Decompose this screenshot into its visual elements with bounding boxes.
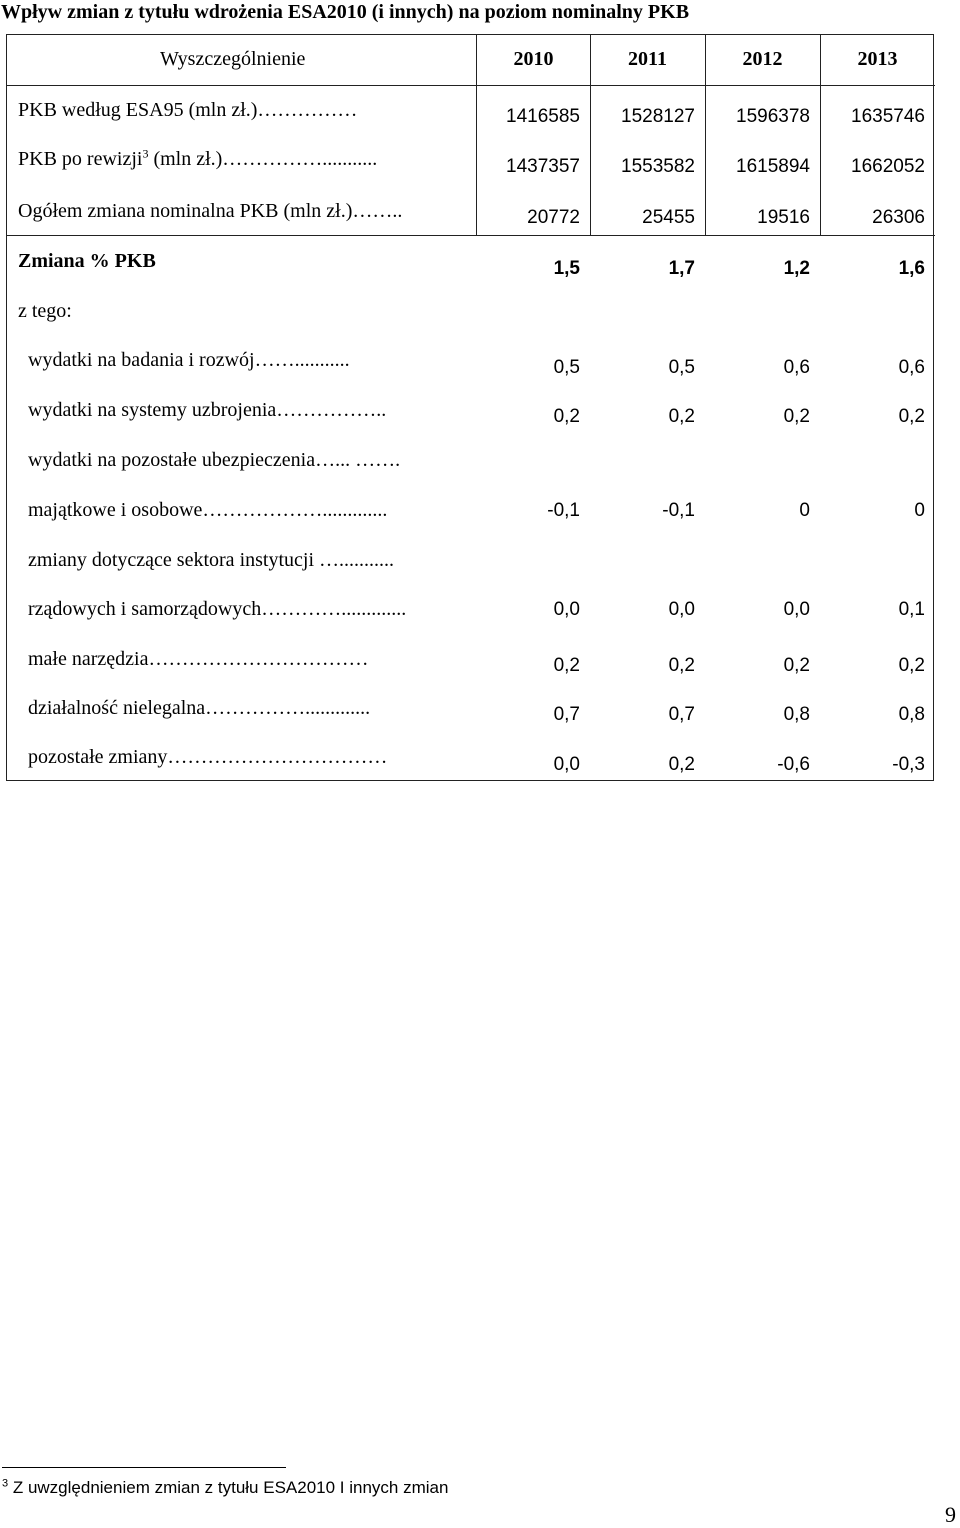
- row-value-pozostale-zmiany-2011: 0,2: [668, 754, 695, 775]
- row-value-pozostale-zmiany-2013: -0,3: [892, 754, 925, 775]
- header-year-2012: 2012: [742, 48, 783, 70]
- row-value-zmiana-procent-2011: 1,7: [668, 258, 695, 279]
- row-value-pkb-po-rewizji-2011: 1553582: [621, 156, 695, 177]
- row-value-pozostale-zmiany-2012: -0,6: [777, 754, 810, 775]
- row-value-nielegalna-2013: 0,8: [898, 704, 925, 725]
- footnote: [2, 1478, 448, 1498]
- row-value-male-narzedzia-2011: 0,2: [668, 655, 695, 676]
- row-value-zmiana-procent-2012: 1,2: [783, 258, 810, 279]
- row-value-systemy-uzbrojenia-2010: 0,2: [553, 406, 580, 427]
- footnote-text: Z uwzględnieniem zmian z tytułu ESA2010 I innych zmian: [8, 1478, 449, 1497]
- row-value-nielegalna-2012: 0,8: [783, 704, 810, 725]
- document-title: Wpływ zmian z tytułu wdrożenia ESA2010 (i innych) na poziom nominalny PKB: [1, 1, 690, 23]
- row-value-zmiana-procent-2013: 1,6: [898, 258, 925, 279]
- row-label-pkb-po-rewizji: [18, 148, 377, 171]
- row-value-badania-rozwoj-2010: 0,5: [553, 357, 580, 378]
- row-label-zmiany-sektora: zmiany dotyczące sektora instytucji …...........: [28, 549, 395, 571]
- row-value-pkb-esa95-2011: 1528127: [621, 106, 695, 127]
- row-label-badania-rozwoj: wydatki na badania i rozwój……...........: [28, 349, 350, 371]
- row-label-pkb-esa95: PKB według ESA95 (mln zł.)……………: [18, 99, 358, 121]
- row-value-pkb-po-rewizji-2012: 1615894: [736, 156, 810, 177]
- row-value-badania-rozwoj-2011: 0,5: [668, 357, 695, 378]
- row-value-systemy-uzbrojenia-2013: 0,2: [898, 406, 925, 427]
- row-value-rzadowych-2012: 0,0: [783, 599, 810, 620]
- row-label-zmiana-procent: Zmiana % PKB: [18, 250, 156, 272]
- row-value-pkb-esa95-2013: 1635746: [851, 106, 925, 127]
- row-label-pozostale-ubezpieczenia: wydatki na pozostałe ubezpieczenia…... …….: [28, 449, 401, 471]
- footnote-separator: [2, 1467, 286, 1468]
- row-label-pozostale-zmiany: pozostałe zmiany……………………………: [28, 746, 388, 768]
- row-label-systemy-uzbrojenia: wydatki na systemy uzbrojenia……………..: [28, 399, 387, 421]
- row-value-nielegalna-2010: 0,7: [553, 704, 580, 725]
- row-label-rzadowych-samorzadowych: rządowych i samorządowych………….............: [28, 598, 407, 620]
- row-value-pkb-po-rewizji-2013: 1662052: [851, 156, 925, 177]
- header-year-2011: 2011: [628, 48, 667, 70]
- page-number: 9: [945, 1502, 956, 1527]
- row-value-ogolem-zmiana-2010: 20772: [527, 207, 580, 228]
- row-label-dzialalnosc-nielegalna: działalność nielegalna…………….............: [28, 697, 371, 719]
- totals-divider: [6, 235, 935, 236]
- row-value-rzadowych-2011: 0,0: [668, 599, 695, 620]
- footnote-marker: 3: [2, 1477, 9, 1490]
- row-label-text: PKB po rewizji: [18, 148, 143, 170]
- footnote-reference: 3: [142, 146, 149, 161]
- row-value-badania-rozwoj-2013: 0,6: [898, 357, 925, 378]
- row-value-rzadowych-2010: 0,0: [553, 599, 580, 620]
- row-value-ogolem-zmiana-2011: 25455: [642, 207, 695, 228]
- row-label-majatkowe-osobowe: majątkowe i osobowe……………….............: [28, 499, 388, 521]
- header-divider: [6, 85, 935, 86]
- row-label-z-tego: z tego:: [18, 300, 72, 322]
- row-value-badania-rozwoj-2012: 0,6: [783, 357, 810, 378]
- row-value-pozostale-zmiany-2010: 0,0: [553, 754, 580, 775]
- row-value-majatkowe-osobowe-2012: 0: [799, 500, 810, 521]
- row-value-ogolem-zmiana-2012: 19516: [757, 207, 810, 228]
- row-value-rzadowych-2013: 0,1: [898, 599, 925, 620]
- row-value-male-narzedzia-2010: 0,2: [553, 655, 580, 676]
- row-value-nielegalna-2011: 0,7: [668, 704, 695, 725]
- row-value-male-narzedzia-2012: 0,2: [783, 655, 810, 676]
- row-value-systemy-uzbrojenia-2011: 0,2: [668, 406, 695, 427]
- header-year-2010: 2010: [513, 48, 554, 70]
- row-value-majatkowe-osobowe-2011: -0,1: [662, 500, 695, 521]
- row-value-systemy-uzbrojenia-2012: 0,2: [783, 406, 810, 427]
- row-label-text-cont: (mln zł.)……………...........: [148, 148, 378, 170]
- row-value-majatkowe-osobowe-2013: 0: [914, 500, 925, 521]
- row-value-pkb-esa95-2012: 1596378: [736, 106, 810, 127]
- row-value-zmiana-procent-2010: 1,5: [553, 258, 580, 279]
- header-label: Wyszczególnienie: [160, 48, 306, 70]
- header-year-2013: 2013: [857, 48, 898, 70]
- row-value-pkb-po-rewizji-2010: 1437357: [506, 156, 580, 177]
- row-label-ogolem-zmiana: Ogółem zmiana nominalna PKB (mln zł.)……..: [18, 200, 403, 222]
- row-value-ogolem-zmiana-2013: 26306: [872, 207, 925, 228]
- row-value-majatkowe-osobowe-2010: -0,1: [547, 500, 580, 521]
- row-value-pkb-esa95-2010: 1416585: [506, 106, 580, 127]
- row-label-male-narzedzia: małe narzędzia……………………………: [28, 648, 369, 670]
- row-value-male-narzedzia-2013: 0,2: [898, 655, 925, 676]
